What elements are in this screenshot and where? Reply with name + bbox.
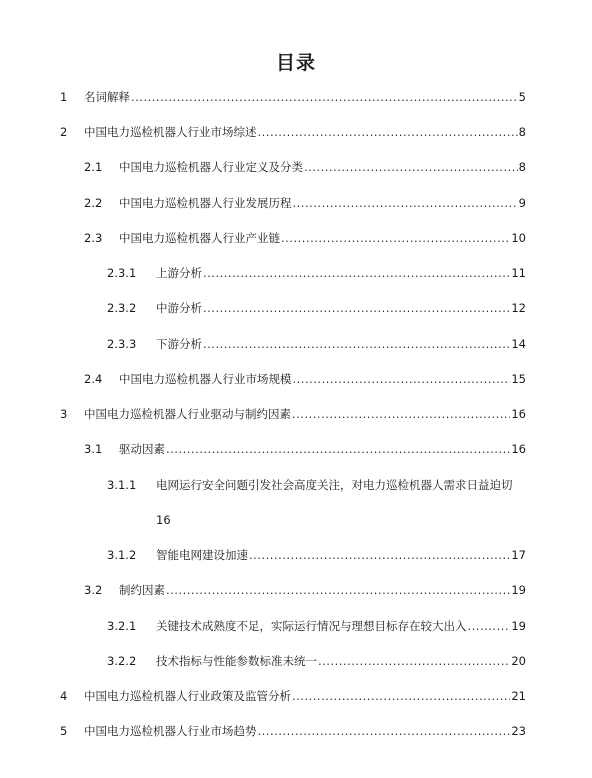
dot-leader	[292, 404, 510, 424]
toc-entry-number: 3.2.2	[107, 654, 137, 668]
toc-entry[interactable]	[0, 721, 592, 741]
toc-entry-number: 1	[60, 90, 68, 104]
toc-entry[interactable]	[0, 122, 592, 142]
toc-entry[interactable]	[0, 157, 592, 177]
toc-entry-title: 名词解释	[84, 90, 130, 104]
dot-leader	[281, 228, 510, 248]
toc-entry[interactable]	[0, 580, 592, 600]
dot-leader	[258, 721, 511, 741]
toc-entry-number: 2	[60, 125, 68, 139]
dot-leader	[468, 616, 511, 636]
toc-entry-number: 2.1	[84, 160, 103, 174]
toc-entry-title: 中国电力巡检机器人行业驱动与制约因素	[84, 407, 291, 421]
toc-entry-title: 中国电力巡检机器人行业市场综述	[84, 125, 257, 139]
dot-leader	[131, 87, 518, 107]
toc-entry-page: 5	[518, 90, 526, 104]
toc-entry[interactable]	[0, 404, 592, 424]
toc-entry-title: 电网运行安全问题引发社会高度关注，对电力巡检机器人需求日益迫切	[156, 478, 513, 492]
toc-entry-number: 4	[60, 689, 68, 703]
toc-entry-title: 上游分析	[156, 266, 202, 280]
toc-entry-page: 11	[511, 266, 526, 280]
toc-entry-number: 3.2	[84, 583, 103, 597]
dot-leader	[304, 157, 518, 177]
toc-entry-page: 14	[511, 337, 526, 351]
toc-entry[interactable]	[0, 298, 592, 318]
toc-entry-page: 9	[518, 196, 526, 210]
toc-entry-page: 16	[511, 442, 526, 456]
toc-entry-title: 智能电网建设加速	[156, 548, 248, 562]
toc-entry-number: 3.1.2	[107, 548, 137, 562]
toc-entry-page: 20	[511, 654, 526, 668]
toc-entry[interactable]	[0, 263, 592, 283]
toc-entry-page: 19	[511, 619, 526, 633]
toc-entry-number: 3.1.1	[107, 478, 137, 492]
toc-entry[interactable]	[0, 686, 592, 706]
toc-entry-title: 关键技术成熟度不足，实际运行情况与理想目标存在较大出入	[156, 619, 467, 633]
toc-entry-title: 中国电力巡检机器人行业发展历程	[119, 196, 292, 210]
dot-leader	[293, 369, 511, 389]
toc-entry-number: 2.4	[84, 372, 103, 386]
dot-leader	[203, 334, 510, 354]
dot-leader	[203, 298, 510, 318]
toc-entry-number: 3.1	[84, 442, 103, 456]
toc-entry-title: 中游分析	[156, 301, 202, 315]
toc-entry[interactable]	[0, 193, 592, 213]
toc-entry[interactable]	[0, 475, 592, 495]
dot-leader	[258, 122, 518, 142]
toc-entry-title: 中国电力巡检机器人行业市场趋势	[84, 724, 257, 738]
toc-entry-number: 5	[60, 724, 68, 738]
toc-entry-number: 2.3.2	[107, 301, 137, 315]
dot-leader	[292, 686, 510, 706]
toc-entry[interactable]	[0, 87, 592, 107]
toc-entry[interactable]	[0, 545, 592, 565]
toc-entry-title: 驱动因素	[119, 442, 165, 456]
toc-entry-number: 3.2.1	[107, 619, 137, 633]
dot-leader	[318, 651, 510, 671]
toc-entry-page: 12	[511, 301, 526, 315]
toc-entry-title: 中国电力巡检机器人行业市场规模	[119, 372, 292, 386]
toc-entry-title: 技术指标与性能参数标准未统一	[156, 654, 317, 668]
toc-entry-number: 2.2	[84, 196, 103, 210]
toc-entry-page: 10	[511, 231, 526, 245]
toc-entry-title: 中国电力巡检机器人行业政策及监管分析	[84, 689, 291, 703]
toc-entry-page: 15	[511, 372, 526, 386]
toc-entry-number: 3	[60, 407, 68, 421]
toc-entry-number: 2.3.3	[107, 337, 137, 351]
dot-leader	[203, 263, 510, 283]
toc-entry-title: 下游分析	[156, 337, 202, 351]
toc-entry-title: 中国电力巡检机器人行业产业链	[119, 231, 280, 245]
toc-entry[interactable]	[0, 651, 592, 671]
toc-entry-number: 2.3	[84, 231, 103, 245]
toc-entry-page: 23	[511, 724, 526, 738]
toc-entry-title: 制约因素	[119, 583, 165, 597]
dot-leader	[166, 580, 510, 600]
toc-entry[interactable]	[0, 228, 592, 248]
toc-entry-page: 21	[511, 689, 526, 703]
toc-entry-page: 16	[511, 407, 526, 421]
toc-entry-page: 8	[518, 160, 526, 174]
dot-leader	[249, 545, 510, 565]
toc-entry-number: 2.3.1	[107, 266, 137, 280]
toc-entry-title: 中国电力巡检机器人行业定义及分类	[119, 160, 303, 174]
toc-entry[interactable]	[0, 334, 592, 354]
toc-entry-page: 16	[156, 513, 171, 527]
toc-title: 目录	[275, 52, 316, 74]
toc-entry-page: 8	[518, 125, 526, 139]
toc-entry-page: 19	[511, 583, 526, 597]
toc-entry[interactable]	[0, 616, 592, 636]
dot-leader	[293, 193, 518, 213]
toc-entry-page: 17	[511, 548, 526, 562]
toc-entry[interactable]	[0, 439, 592, 459]
toc-entry[interactable]	[0, 369, 592, 389]
dot-leader	[166, 439, 510, 459]
